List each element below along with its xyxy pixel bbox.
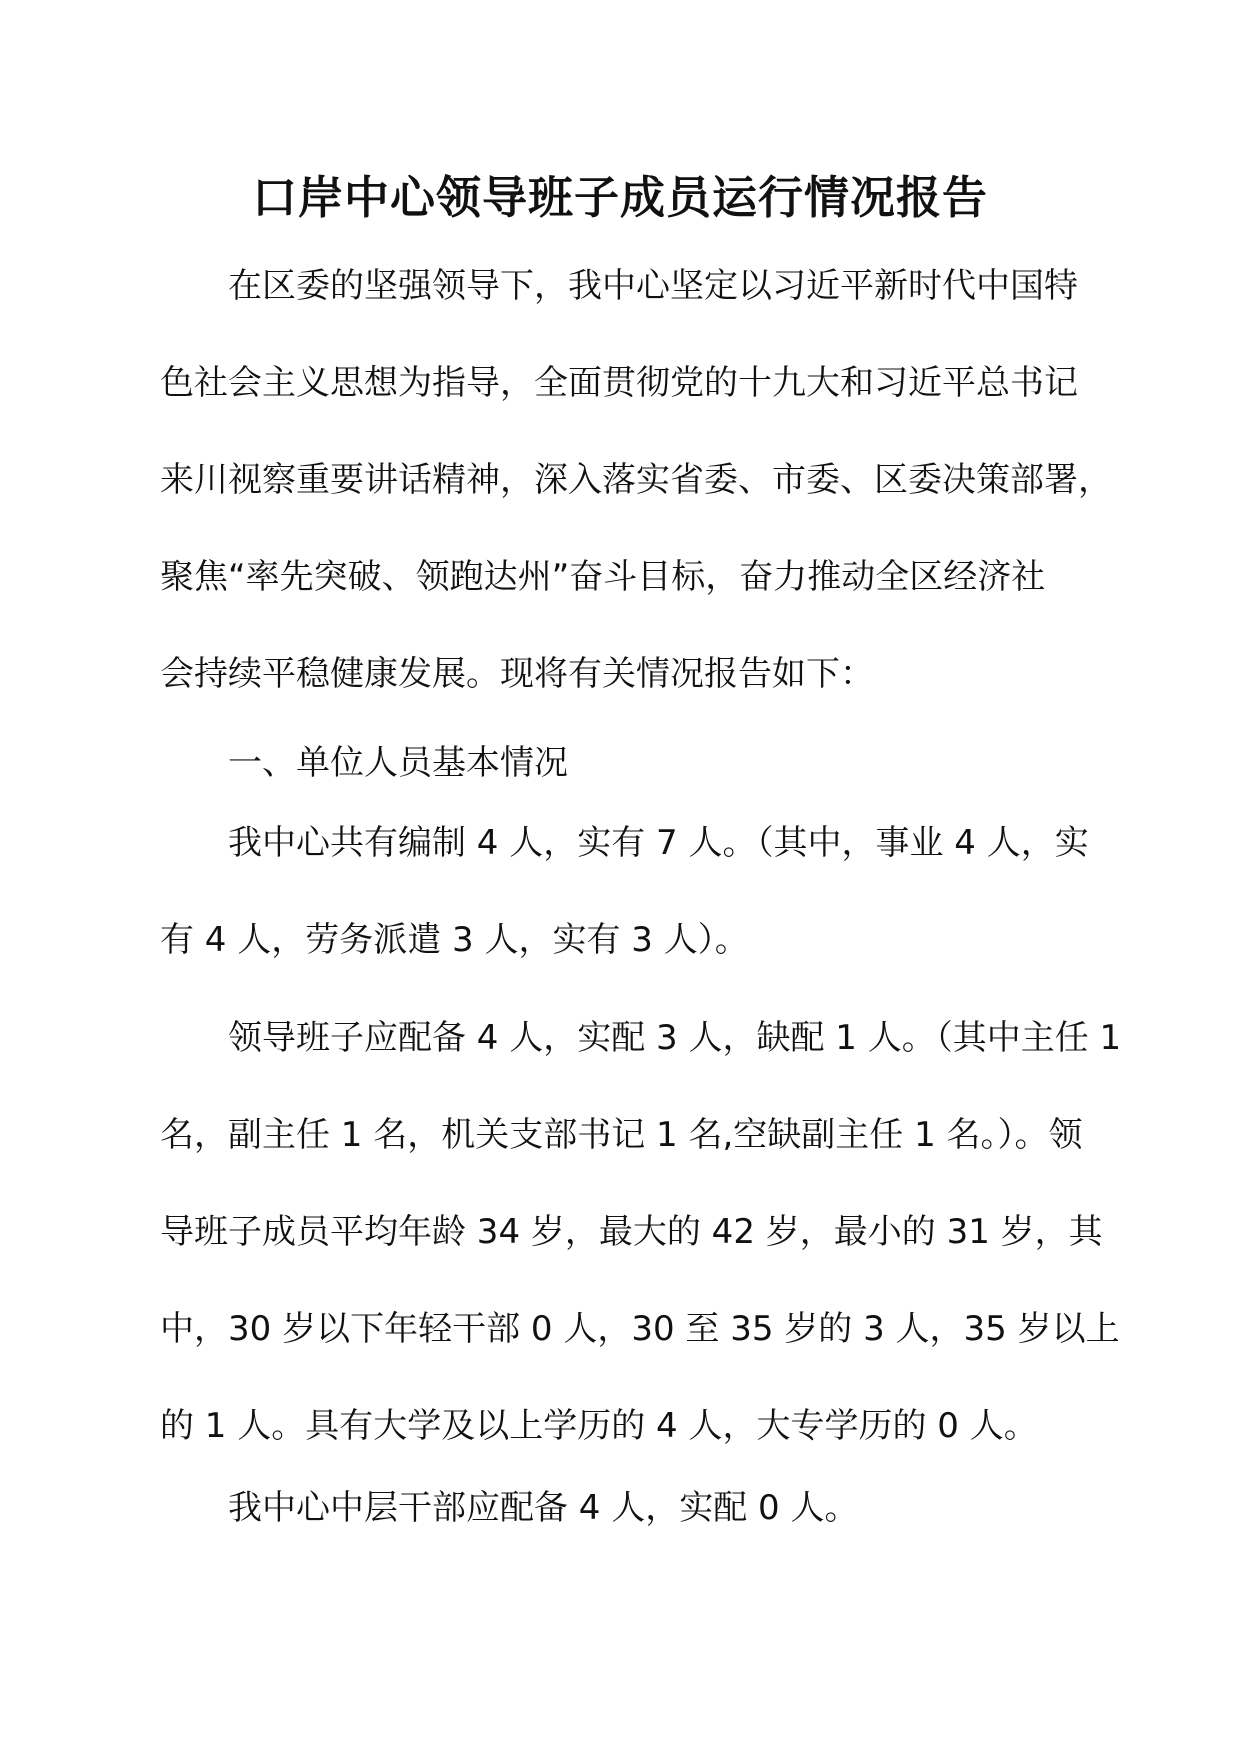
text-line: 的 1 人。具有大学及以上学历的 4 人，大专学历的 0 人。 (160, 1406, 1038, 1446)
staff-paragraph (160, 795, 1100, 989)
text-line: 有 4 人，劳务派遣 3 人，实有 3 人）。 (160, 920, 749, 960)
text-line: 聚焦“率先突破、领跑达州”奋斗目标，奋力推动全区经济社 (160, 557, 1046, 597)
text-line: 来川视察重要讲话精神，深入落实省委、市委、区委决策部署， (160, 460, 1112, 500)
text-line: 中，30 岁以下年轻干部 0 人，30 至 35 岁的 3 人，35 岁以上 (160, 1309, 1120, 1349)
text-line: 会持续平稳健康发展。现将有关情况报告如下： (160, 654, 874, 694)
document-title: 口岸中心领导班子成员运行情况报告 (251, 171, 988, 224)
section-heading: 一、单位人员基本情况 (228, 743, 568, 783)
intro-paragraph (160, 238, 1112, 723)
middle-cadre-paragraph: 我中心中层干部应配备 4 人，实配 0 人。 (228, 1488, 859, 1528)
text-line: 领导班子应配备 4 人，实配 3 人，缺配 1 人。（其中主任 1 (228, 1018, 1122, 1058)
leadership-paragraph (160, 990, 1122, 1475)
text-line: 我中心共有编制 4 人，实有 7 人。（其中，事业 4 人，实 (228, 823, 1089, 863)
text-line: 导班子成员平均年龄 34 岁，最大的 42 岁，最小的 31 岁，其 (160, 1212, 1103, 1252)
text-line: 名，副主任 1 名，机关支部书记 1 名,空缺副主任 1 名。）。领 (160, 1115, 1083, 1155)
text-line: 色社会主义思想为指导，全面贯彻党的十九大和习近平总书记 (160, 363, 1078, 403)
text-line: 在区委的坚强领导下，我中心坚定以习近平新时代中国特 (228, 266, 1078, 306)
